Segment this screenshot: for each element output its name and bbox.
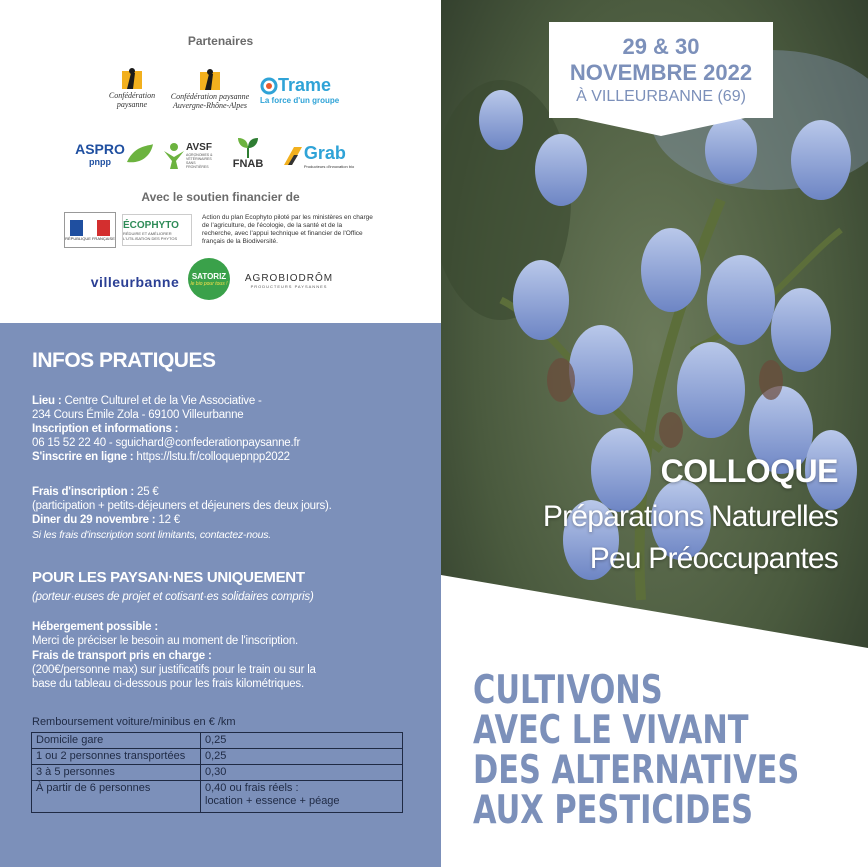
hebergement-text: Merci de préciser le besoin au moment de l'inscription. bbox=[32, 635, 299, 647]
table-cell-value: 0,30 bbox=[201, 765, 403, 781]
paysans-subtitle: (porteur·euses de projet et cotisant·es solidaires compris) bbox=[32, 591, 314, 603]
diner-line bbox=[32, 514, 180, 528]
lieu-label: Lieu : bbox=[32, 395, 62, 407]
frais-note: Si les frais d'inscription sont limitants, contactez-nous. bbox=[32, 529, 272, 541]
satoriz-sub: le bio pour tous ! bbox=[190, 280, 228, 287]
leaf-icon bbox=[125, 142, 155, 166]
online-line bbox=[32, 451, 290, 465]
date-box-point bbox=[549, 112, 773, 138]
table-cell-value: 0,40 ou frais réels : location + essence + péage bbox=[201, 781, 403, 813]
fnab-name: FNAB bbox=[232, 158, 264, 170]
colloque-line-1: Préparations Naturelles bbox=[542, 500, 838, 533]
table-cell-label: À partir de 6 personnes bbox=[32, 781, 201, 813]
headline-line-1: CULTIVONS bbox=[473, 668, 663, 713]
trame-circle-icon bbox=[260, 77, 278, 95]
table-cell-value: 0,25 bbox=[201, 733, 403, 749]
trame-name: Trame bbox=[278, 75, 332, 95]
frais-value: 25 € bbox=[134, 486, 159, 498]
frais-label: Frais d'inscription : bbox=[32, 486, 135, 498]
online-link[interactable]: https://lstu.fr/colloquepnpp2022 bbox=[133, 451, 290, 463]
agrobiodrom-name: AGROBIODRÔM bbox=[244, 273, 334, 284]
table-cell-label: Domicile gare bbox=[32, 733, 201, 749]
lieu-line bbox=[32, 395, 262, 409]
date-days: 29 & 30 bbox=[622, 34, 700, 59]
farmer-icon bbox=[197, 66, 223, 92]
grab-logo bbox=[278, 138, 358, 174]
ecophyto-sub: RÉDUIRE ET AMÉLIORER L'UTILISATION DES PHYTOS bbox=[123, 230, 178, 241]
frais-detail: (participation + petits-déjeuners et déjeuners des deux jours). bbox=[32, 500, 332, 512]
satoriz-name: SATORIZ bbox=[191, 271, 227, 281]
colloque-line-2: Peu Préoccupantes bbox=[589, 542, 838, 575]
frais-line bbox=[32, 486, 159, 500]
farmer-icon bbox=[119, 65, 145, 91]
table-header: Remboursement voiture/minibus en € /km bbox=[32, 716, 236, 728]
avsf-name: AVSF bbox=[186, 141, 212, 153]
person-icon bbox=[162, 141, 186, 169]
inscription-label: Inscription et informations : bbox=[32, 423, 179, 435]
confederation-paysanne-aura-name: Confédération paysanne Auvergne-Rhône-Alpes bbox=[170, 92, 250, 110]
hebergement-label: Hébergement possible : bbox=[32, 621, 158, 633]
avsf-logo bbox=[160, 136, 218, 174]
aspro-name: ASPRO bbox=[75, 141, 125, 157]
headline-line-2: AVEC LE VIVANT bbox=[473, 708, 749, 753]
partners-title: Partenaires bbox=[187, 34, 254, 48]
infos-title: INFOS PRATIQUES bbox=[32, 349, 216, 372]
contact-line: 06 15 52 22 40 - sguichard@confederationpaysanne.fr bbox=[32, 437, 301, 449]
agrobiodrom-sub: PRODUCTEURS PAYSANNES bbox=[250, 284, 328, 289]
address-line: 234 Cours Émile Zola - 69100 Villeurbanne bbox=[32, 409, 244, 421]
villeurbanne-logo bbox=[88, 270, 182, 294]
confederation-paysanne-aura-logo bbox=[166, 62, 254, 114]
partners-panel bbox=[0, 0, 441, 323]
flag-icon bbox=[70, 220, 110, 236]
table-cell-label: 1 ou 2 personnes transportées bbox=[32, 749, 201, 765]
aspro-sub: pnpp bbox=[88, 157, 111, 167]
grab-sub: Producteurs d'innovation bio bbox=[303, 164, 355, 169]
aspro-logo bbox=[72, 137, 158, 171]
date-location: À VILLEURBANNE (69) bbox=[576, 88, 746, 105]
diner-label: Diner du 29 novembre : bbox=[32, 514, 156, 526]
ecophyto-logo bbox=[122, 214, 192, 246]
table-row bbox=[32, 781, 403, 813]
trame-logo bbox=[260, 72, 346, 108]
funding-note: Action du plan Ecophyto piloté par les ministères en charge de l'agriculture, de l'écologie, de la santé et de la recherche, avec l'appui technique et financier de l'Office français de la Biodiversité. bbox=[202, 214, 373, 245]
sprout-icon bbox=[235, 136, 261, 158]
fnab-logo bbox=[226, 132, 270, 174]
satoriz-logo bbox=[188, 258, 230, 300]
transport-text-2: base du tableau ci-dessous pour les frais kilométriques. bbox=[32, 678, 304, 690]
transport-label: Frais de transport pris en charge : bbox=[32, 650, 212, 662]
transport-text-1: (200€/personne max) sur justificatifs pour le train ou sur la bbox=[32, 664, 316, 676]
confederation-paysanne-logo bbox=[108, 62, 156, 112]
online-label: S'inscrire en ligne : bbox=[32, 451, 134, 463]
avsf-sub: AGRONOMES & VÉTÉRINAIRES SANS FRONTIÈRES bbox=[186, 152, 213, 169]
funding-title: Avec le soutien financier de bbox=[141, 190, 300, 204]
table-row bbox=[32, 733, 403, 749]
agrobiodrom-logo bbox=[244, 268, 334, 294]
table-row bbox=[32, 765, 403, 781]
villeurbanne-name: villeurbanne bbox=[90, 274, 180, 290]
headline-line-4: AUX PESTICIDES bbox=[473, 788, 753, 833]
paysans-title: POUR LES PAYSAN·NES UNIQUEMENT bbox=[32, 569, 305, 586]
table-cell-value: 0,25 bbox=[201, 749, 403, 765]
colloque-label: COLLOQUE bbox=[660, 453, 838, 489]
lieu-value: Centre Culturel et de la Vie Associative - bbox=[61, 395, 262, 407]
table-row bbox=[32, 749, 403, 765]
grab-shape-icon bbox=[282, 145, 304, 167]
reimbursement-table bbox=[31, 732, 403, 813]
ecophyto-name: ÉCOPHYTO bbox=[123, 219, 179, 231]
table-cell-label: 3 à 5 personnes bbox=[32, 765, 201, 781]
trame-tagline: La force d'un groupe bbox=[260, 96, 340, 105]
date-month: NOVEMBRE 2022 bbox=[569, 60, 753, 85]
republique-francaise-logo bbox=[64, 212, 116, 248]
diner-value: 12 € bbox=[155, 514, 180, 526]
date-box bbox=[549, 22, 773, 118]
confederation-paysanne-name: Confédération paysanne bbox=[108, 91, 156, 109]
grab-name: Grab bbox=[303, 143, 346, 163]
republique-text: RÉPUBLIQUE FRANÇAISE bbox=[65, 235, 115, 241]
headline-line-3: DES ALTERNATIVES bbox=[473, 748, 800, 793]
